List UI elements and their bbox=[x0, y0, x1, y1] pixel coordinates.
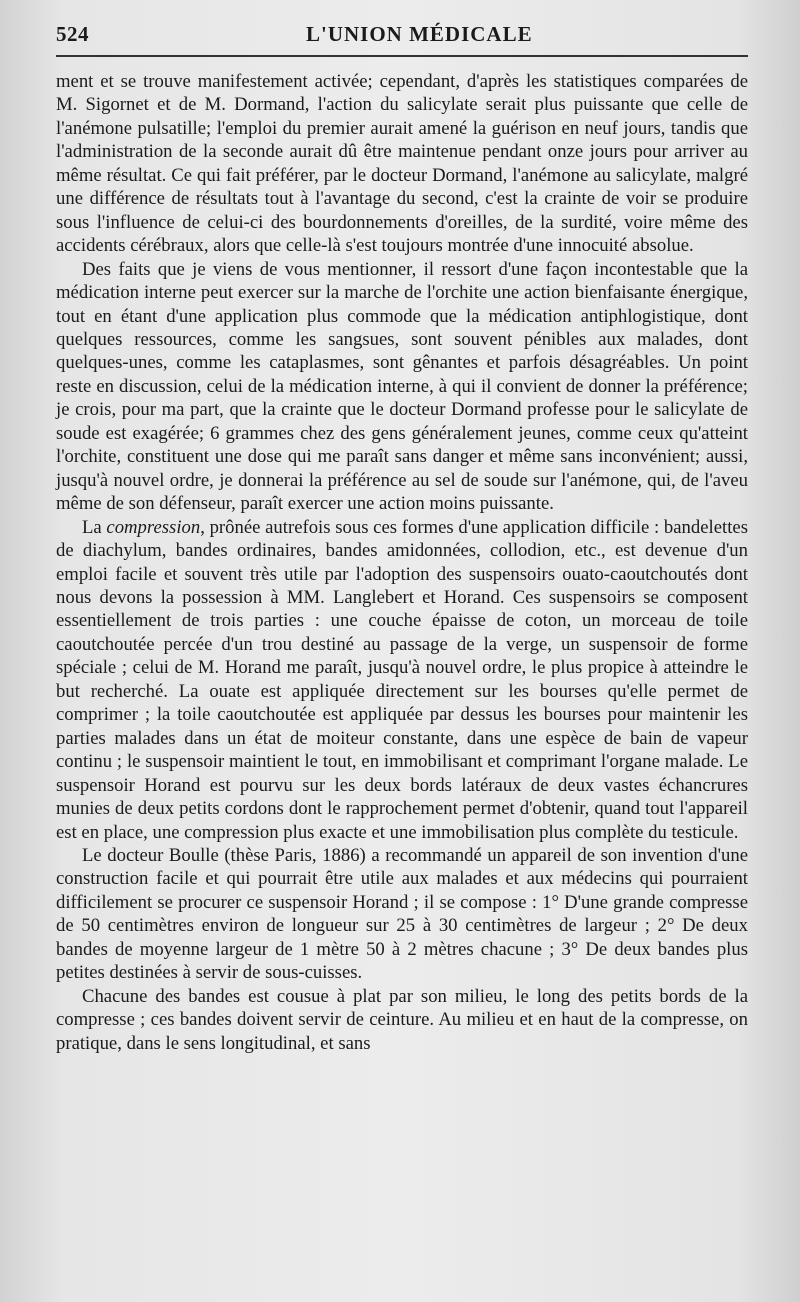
paragraph-text: , prônée autrefois sous ces formes d'une application difficile : bandelettes de diachylum, bandes ordinaires, bandes amidonnées, collodion, etc., est devenue d'un emploi facile et souvent très utile par l'adoption des suspensoirs ouato-caoutchoutés dont nous devons la possession à MM. Langlebert et Horand. Ces suspensoirs se composent essentiellement de trois parties : une couche épaisse de coton, un morceau de toile caoutchoutée percée d'un trou destiné au passage de la verge, un suspensoir de forme spéciale ; celui de M. Horand me paraît, jusqu'à nouvel ordre, le plus propice à atteindre le but recherché. La ouate est appliquée directement sur les bourses qu'elle permet de comprimer ; la toile caoutchoutée est appliquée par dessus les bourses pour maintenir les parties malades dans un état de moiteur constante, dans une espèce de bain de vapeur continu ; le suspensoir maintient le tout, en immobilisant et comprimant l'organe malade. Le suspensoir Horand est pourvu sur les deux bords latéraux de deux vastes échancrures munies de deux petits cordons dont le rapprochement permet d'obtenir, quand tout l'appareil est en place, une compression plus exacte et une immobilisation plus complète du testicule. bbox=[56, 516, 748, 843]
paragraph-lead: La bbox=[82, 516, 107, 538]
running-title: L'UNION MÉDICALE bbox=[306, 22, 533, 46]
body-text bbox=[56, 70, 748, 1055]
header-rule bbox=[56, 55, 748, 57]
emphasis-term: compression bbox=[106, 516, 201, 538]
paragraph-compression bbox=[56, 516, 748, 844]
paragraph: Des faits que je viens de vous mentionner, il ressort d'une façon incontestable que la médication interne peut exercer sur la marche de l'orchite une action bienfaisante énergique, tout en étant d'une application plus commode que la médication antiphlogistique, dont quelques ressources, comme les sangsues, sont souvent pénibles aux malades, dont quelques-unes, comme les cataplasmes, sont gênantes et parfois désagréables. Un point reste en discussion, celui de la médication interne, à qui il convient de donner la préférence; je crois, pour ma part, que la crainte que le docteur Dormand professe pour le salicylate de soude est exagérée; 6 grammes chez des gens généralement jeunes, comme ceux qu'atteint l'orchite, constituent une dose qui me paraît sans danger et même sans inconvénient; aussi, jusqu'à nouvel ordre, je donnerai la préférence au sel de soude sur l'anémone, qui, de l'aveu même de son défenseur, paraît exercer une action moins puissante. bbox=[56, 258, 748, 515]
paragraph: Le docteur Boulle (thèse Paris, 1886) a recommandé un appareil de son invention d'une construction facile et qui pourrait être utile aux malades et aux médecins qui pourraient difficilement se procurer ce suspensoir Horand ; il se compose : 1° D'une grande compresse de 50 centimètres environ de longueur sur 25 à 30 centimètres de largeur ; 2° De deux bandes de moyenne largeur de 1 mètre 50 à 2 mètres chacune ; 3° De deux bandes plus petites destinées à servir de sous-cuisses. bbox=[56, 844, 748, 984]
paragraph-continued: ment et se trouve manifestement activée; cependant, d'après les statistiques comparées de M. Sigornet et de M. Dormand, l'action du salicylate serait plus puissante que celle de l'anémone pulsatille; l'emploi du premier aurait amené la guérison en neuf jours, tandis que l'administration de la seconde aurait dû être maintenue pendant onze jours pour arriver au même résultat. Ce qui fait préférer, par le docteur Dormand, l'anémone au salicylate, malgré une différence de résultats tout à l'avantage du second, c'est la crainte de voir se produire sous l'influence de celui-ci des bourdonnements d'oreilles, de la surdité, voire même des accidents cérébraux, alors que celle-là s'est toujours montrée d'une innocuité absolue. bbox=[56, 71, 748, 257]
page-number: 524 bbox=[56, 22, 89, 46]
paragraph: Chacune des bandes est cousue à plat par son milieu, le long des petits bords de la compresse ; ces bandes doivent servir de ceinture. Au milieu et en haut de la compresse, on pratique, dans le sens longitudinal, et sans bbox=[56, 985, 748, 1054]
page-header bbox=[56, 22, 748, 52]
